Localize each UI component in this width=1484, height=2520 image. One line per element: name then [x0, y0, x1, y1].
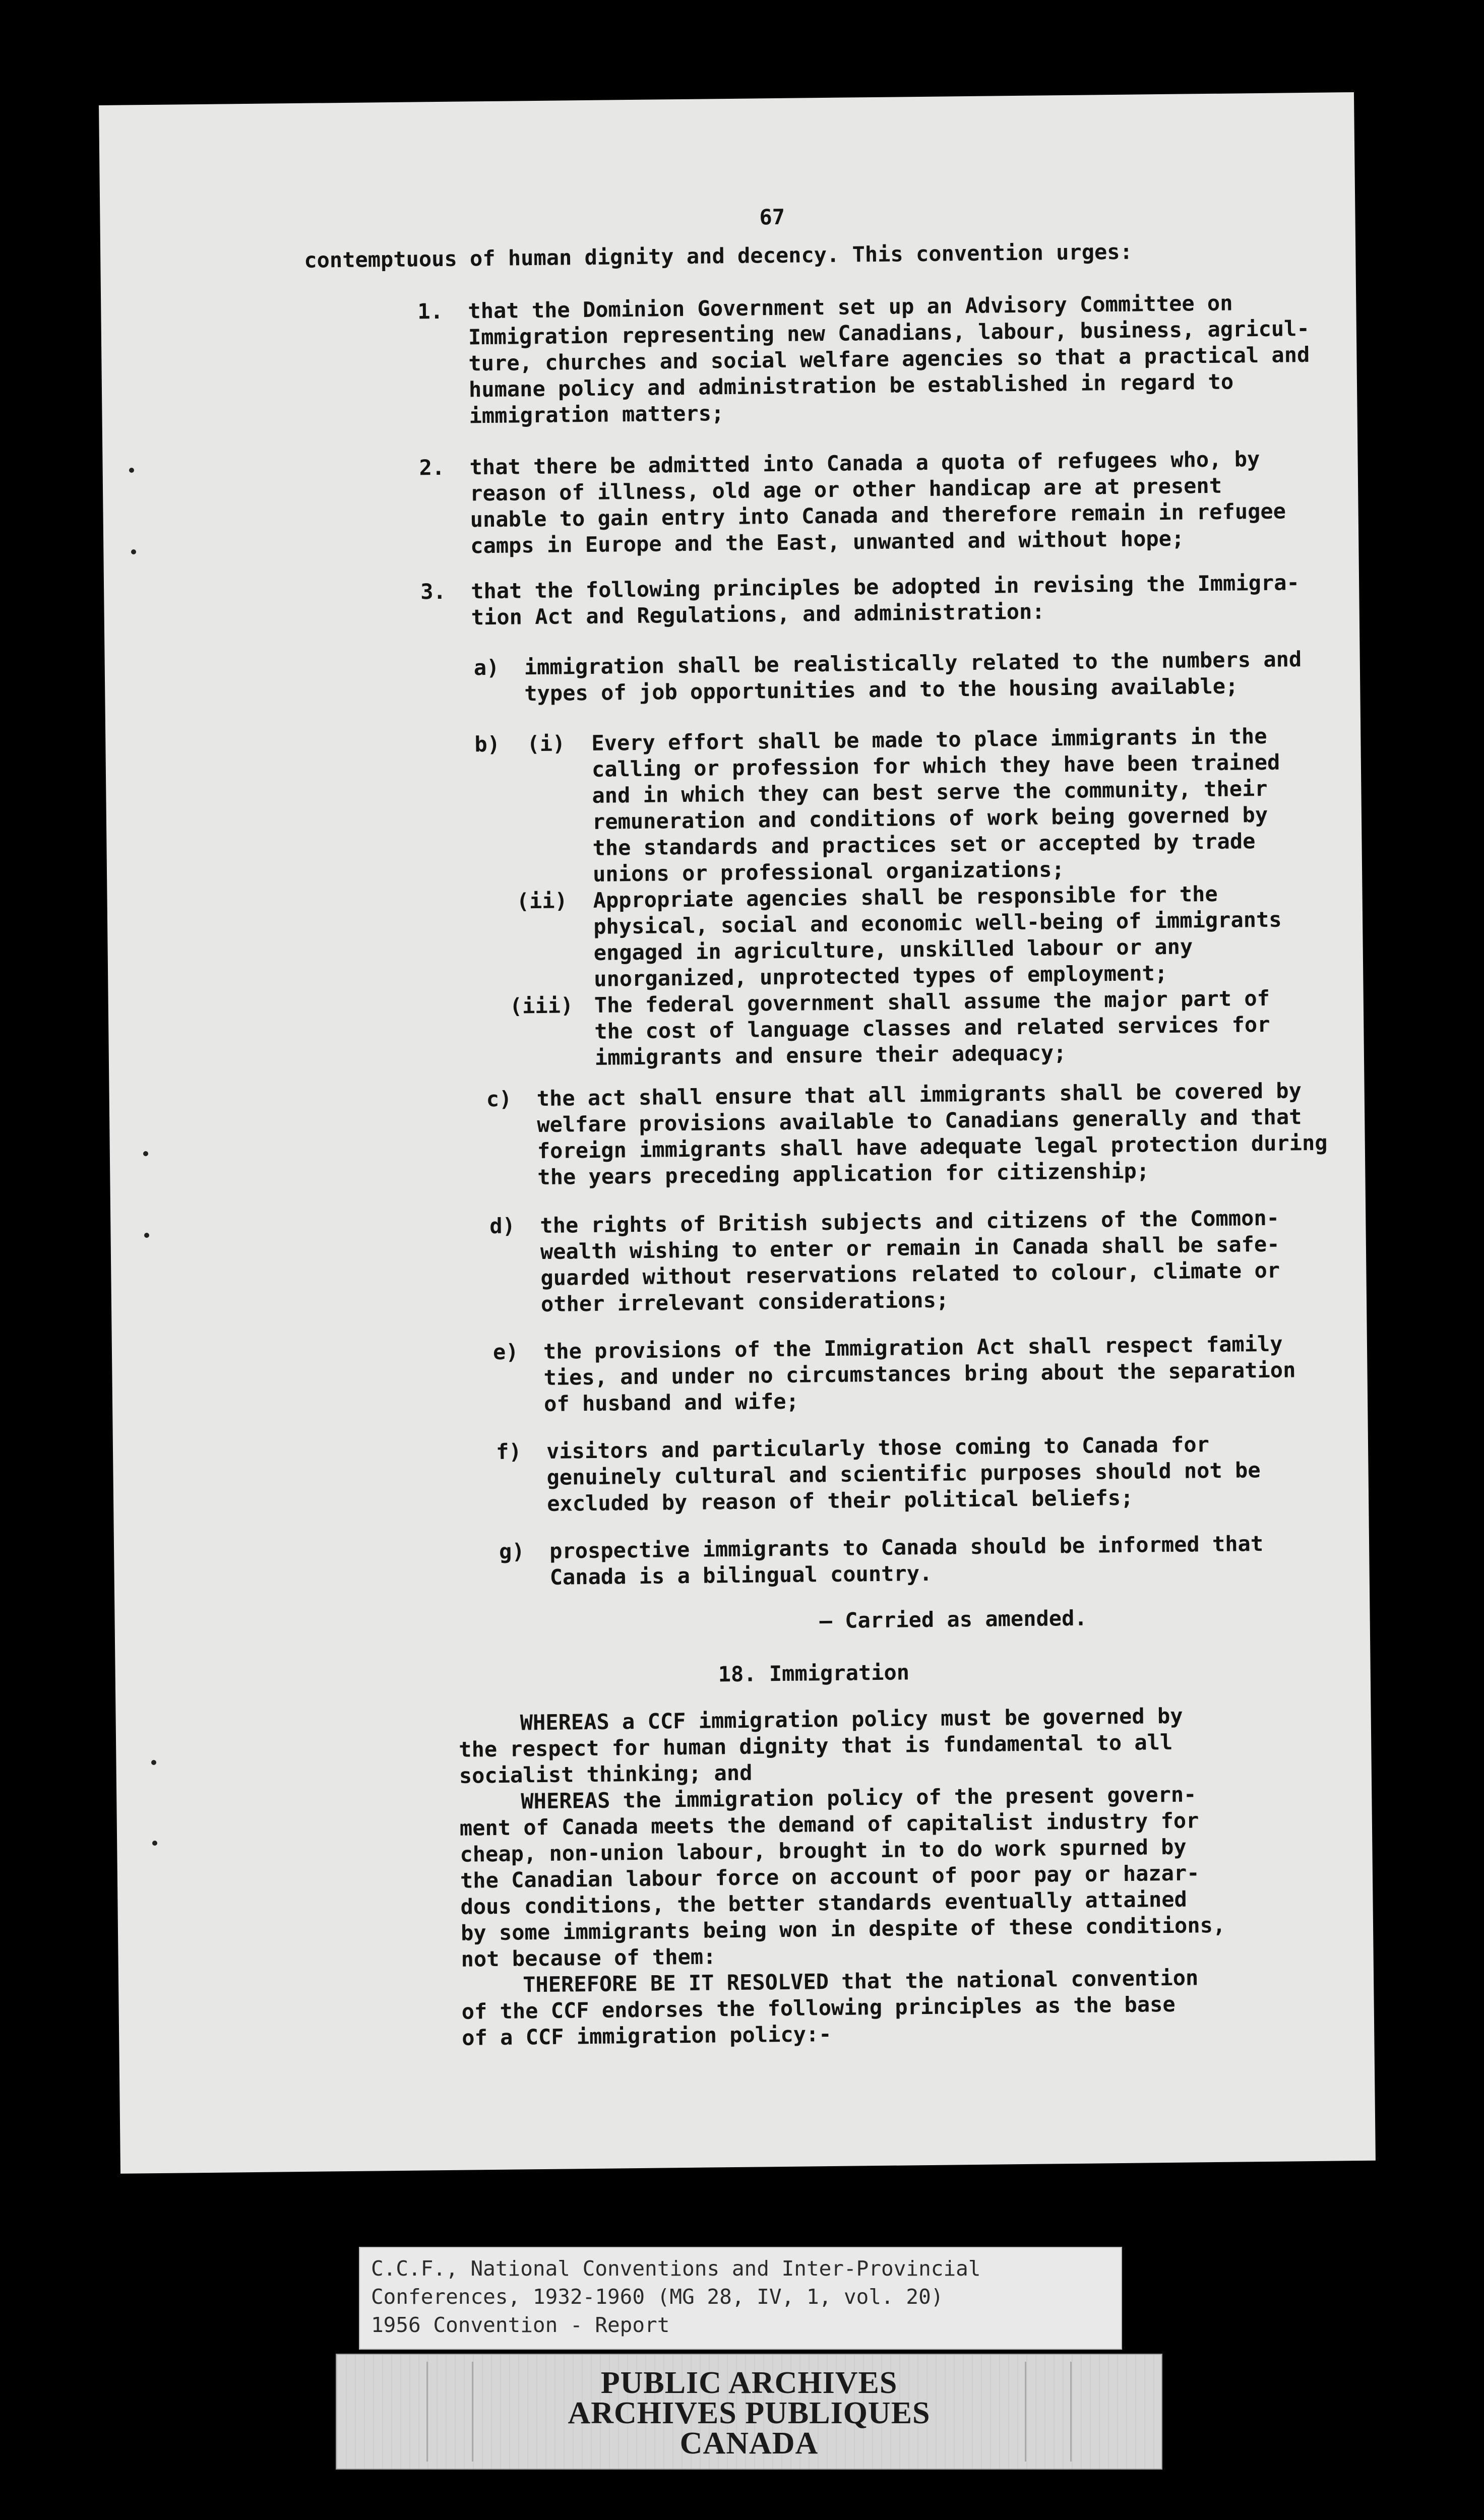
sub-a-marker: a) [473, 655, 500, 680]
text-line: immigration matters; [469, 401, 724, 428]
sub-d-marker: d) [489, 1213, 516, 1239]
opening-line: contemptuous of human dignity and decency. This convention urges: [304, 239, 1133, 273]
archive-label-line: Conferences, 1932-1960 (MG 28, IV, 1, vol. 20) [371, 2285, 944, 2309]
margin-dot [152, 1841, 157, 1846]
text-line: not because of them: [461, 1944, 716, 1972]
margin-dot [131, 549, 136, 554]
text-line: ment of Canada meets the demand of capitalist industry for [459, 1808, 1199, 1841]
sub-g-marker: g) [499, 1539, 525, 1564]
text-line: unions or professional organizations; [592, 857, 1065, 887]
sub-a-text [524, 646, 1302, 707]
text-line: WHEREAS the immigration policy of the present govern- [521, 1782, 1197, 1814]
text-line: reason of illness, old age or other handicap are at present [469, 473, 1222, 506]
carried-note: — Carried as amended. [819, 1605, 1087, 1633]
text-line: by some immigrants being won in despite of these conditions, [460, 1912, 1226, 1945]
sub-g-text [549, 1531, 1264, 1591]
text-line: Appropriate agencies shall be responsible for the [593, 881, 1218, 913]
text-line: the years preceding application for citizenship; [537, 1158, 1150, 1190]
text-line: ture, churches and social welfare agencies so that a practical and [468, 342, 1310, 376]
text-line: genuinely cultural and scientific purposes should not be [546, 1458, 1261, 1490]
text-line: remuneration and conditions of work being governed by [592, 802, 1268, 834]
section-heading: 18. Immigration [718, 1660, 910, 1687]
sub-b-i-marker: (i) [527, 731, 566, 757]
text-line: immigration shall be realistically related to the numbers and [524, 647, 1302, 680]
sub-b-marker: b) [474, 731, 501, 757]
margin-dot [143, 1151, 148, 1156]
text-line: excluded by reason of their political beliefs; [546, 1485, 1134, 1516]
sub-e-text [543, 1331, 1296, 1417]
text-line: Every effort shall be made to place immigrants in the [591, 723, 1267, 755]
text-line: that there be admitted into Canada a quota of refugees who, by [469, 446, 1260, 480]
sub-e-marker: e) [492, 1339, 519, 1364]
text-line: the respect for human dignity that is fundamental to all [459, 1729, 1173, 1762]
sub-b-iii-text [594, 985, 1271, 1071]
text-line: that the following principles be adopted in revising the Immigra- [470, 570, 1300, 604]
text-line: Immigration representing new Canadians, labour, business, agricul- [468, 316, 1310, 350]
archive-label-line: C.C.F., National Conventions and Inter-Provincial [371, 2256, 981, 2281]
page-number: 67 [759, 204, 785, 230]
text-line: the cost of language classes and related services for [594, 1012, 1270, 1044]
stamp-line: ARCHIVES PUBLIQUES [568, 2396, 931, 2430]
document-page [99, 92, 1376, 2174]
text-line: the Canadian labour force on account of poor pay or hazar- [460, 1860, 1200, 1893]
sub-b-ii-marker: (ii) [516, 888, 568, 914]
item-1-text [468, 289, 1311, 429]
resolution-text [458, 1703, 1226, 2051]
text-line: WHEREAS a CCF immigration policy must be governed by [520, 1703, 1183, 1735]
item-3-marker: 3. [420, 579, 447, 604]
text-line: camps in Europe and the East, unwanted and without hope; [470, 526, 1185, 558]
item-1-marker: 1. [417, 298, 444, 324]
text-line: tion Act and Regulations, and administration: [471, 599, 1045, 630]
text-line: other irrelevant considerations; [540, 1287, 949, 1316]
text-line: the provisions of the Immigration Act shall respect family [543, 1331, 1283, 1364]
text-line: visitors and particularly those coming to Canada for [546, 1432, 1210, 1464]
sub-c-text [536, 1078, 1328, 1190]
text-line: the rights of British subjects and citizens of the Common- [540, 1205, 1280, 1238]
text-line: Canada is a bilingual country. [549, 1560, 933, 1590]
text-line: of a CCF immigration policy:- [462, 2022, 832, 2050]
text-line: unorganized, unprotected types of employment; [594, 960, 1168, 991]
sub-f-text [546, 1431, 1261, 1517]
archive-label-line: 1956 Convention - Report [371, 2313, 670, 2337]
text-line: and in which they can best serve the community, their [592, 776, 1268, 808]
text-line: wealth wishing to enter or remain in Canada shall be safe- [540, 1231, 1280, 1264]
text-line: of the CCF endorses the following principles as the base [461, 1991, 1176, 2024]
sub-b-ii-text [593, 880, 1282, 992]
text-line: immigrants and ensure their adequacy; [594, 1040, 1067, 1070]
sub-b-i-text [591, 723, 1281, 888]
text-line: welfare provisions available to Canadians generally and that [537, 1104, 1302, 1138]
text-line: unable to gain entry into Canada and therefore remain in refugee [470, 498, 1286, 532]
text-line: physical, social and economic well-being of immigrants [593, 907, 1282, 939]
text-line: the standards and practices set or accepted by trade [592, 829, 1256, 860]
margin-dot [129, 468, 134, 473]
text-line: cheap, non-union labour, brought in to do work spurned by [460, 1834, 1187, 1867]
text-line: THEREFORE BE IT RESOLVED that the national convention [522, 1965, 1199, 1997]
text-line: calling or profession for which they have been trained [591, 749, 1280, 782]
text-line: prospective immigrants to Canada should be informed that [549, 1531, 1264, 1563]
text-line: ties, and under no circumstances bring about the separation [543, 1357, 1296, 1390]
text-line: guarded without reservations related to colour, climate or [540, 1257, 1280, 1290]
sub-f-marker: f) [496, 1439, 522, 1464]
archive-label [359, 2247, 1122, 2350]
item-2-text [469, 446, 1286, 559]
sub-c-marker: c) [486, 1086, 512, 1112]
text-line: foreign immigrants shall have adequate legal protection during [537, 1130, 1328, 1164]
stamp-line: CANADA [679, 2426, 819, 2461]
text-line: that the Dominion Government set up an Advisory Committee on [468, 290, 1233, 324]
sub-b-iii-marker: (iii) [509, 993, 574, 1019]
text-line: socialist thinking; and [459, 1760, 753, 1788]
text-line: engaged in agriculture, unskilled labour or any [593, 934, 1193, 965]
item-2-marker: 2. [419, 455, 445, 480]
stamp-line: PUBLIC ARCHIVES [600, 2366, 898, 2400]
text-line: types of job opportunities and to the housing available; [524, 673, 1239, 706]
margin-dot [144, 1233, 149, 1238]
text-line: of husband and wife; [543, 1389, 799, 1416]
archive-stamp [336, 2354, 1162, 2470]
item-3-text [471, 570, 1300, 631]
margin-dot [151, 1760, 156, 1765]
text-line: humane policy and administration be established in regard to [468, 369, 1234, 402]
text-line: The federal government shall assume the major part of [594, 985, 1270, 1018]
text-line: the act shall ensure that all immigrants shall be covered by [536, 1078, 1302, 1111]
text-line: dous conditions, the better standards eventually attained [460, 1886, 1188, 1919]
sub-d-text [540, 1205, 1280, 1317]
